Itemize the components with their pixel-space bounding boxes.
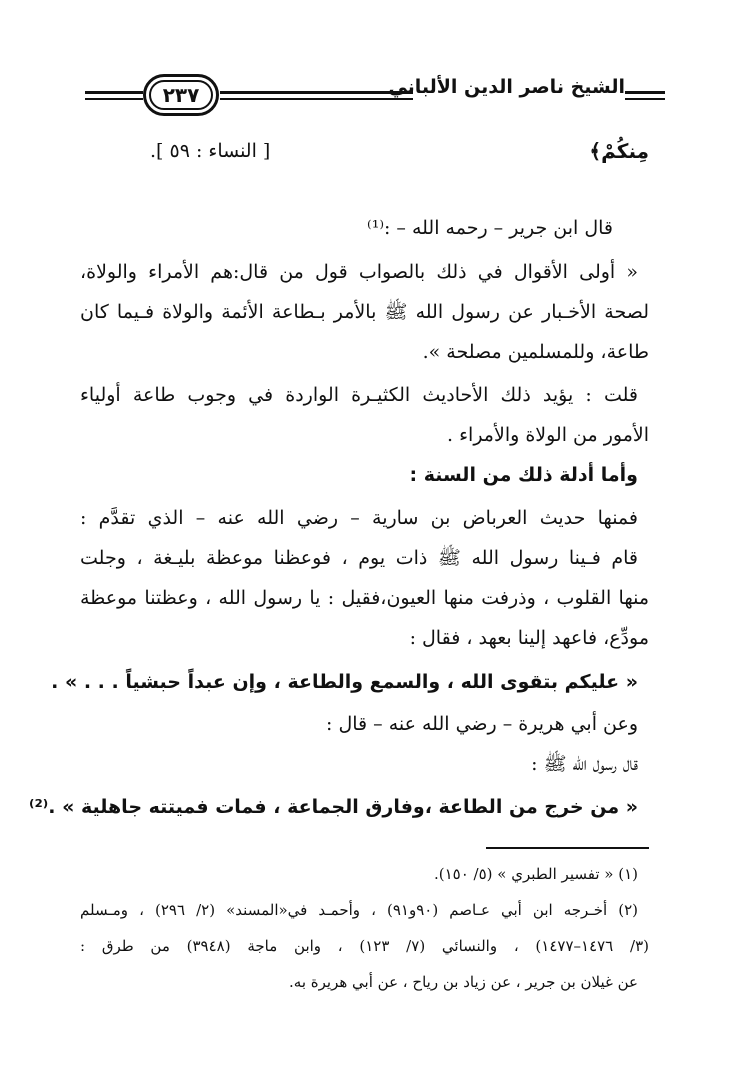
header-rule: [220, 91, 413, 94]
page-number-badge: [143, 74, 219, 116]
footnote: (١) « تفسير الطبري » (٥/ ١٥٠).: [433, 865, 638, 883]
footnote: عن غيلان بن جرير ، عن زياد بن رياح ، عن أبي هريرة به.: [289, 973, 638, 991]
body-line: « أولى الأقوال في ذلك بالصواب قول من قال:هم الأمراء والولاة،: [80, 261, 638, 283]
body-line: فمنها حديث العرباض بن سارية – رضي الله عنه – الذي تقدَّم :: [80, 507, 638, 529]
section-heading: وأما أدلة ذلك من السنة :: [409, 464, 638, 486]
header-rule: [85, 98, 143, 100]
hadith-quote: « من خرج من الطاعة ،وفارق الجماعة ، فمات فميتته جاهلية » .⁽²⁾: [28, 796, 638, 818]
header-rule: [625, 98, 665, 100]
page-header: [85, 70, 665, 126]
header-rule: [625, 91, 665, 94]
quran-citation: [ النساء : ٥٩ ].: [150, 140, 271, 162]
header-rule: [85, 91, 143, 94]
body-line: قال رسول الله ﷺ :: [531, 753, 638, 775]
body-line: وعن أبي هريرة – رضي الله عنه – قال :: [326, 713, 638, 735]
body-line: الأمور من الولاة والأمراء .: [447, 424, 649, 446]
hadith-quote: « عليكم بتقوى الله ، والسمع والطاعة ، وإن عبداً حبشياً . . . » .: [51, 671, 638, 693]
running-title: الشيخ ناصر الدين الألباني: [388, 76, 625, 98]
body-line: طاعة، وللمسلمين مصلحة ».: [422, 341, 649, 363]
footnote-separator: [486, 847, 649, 849]
footnote: (٣/ ١٤٧٦–١٤٧٧) ، والنسائي (٧/ ١٢٣) ، وابن ماجة (٣٩٤٨) من طرق :: [80, 937, 649, 955]
quran-word: مِنكُمْ﴾: [589, 139, 649, 163]
footnote: (٢) أخـرجه ابن أبي عـاصم (٩٠و٩١) ، وأحمـد في«المسند» (٢/ ٢٩٦) ، ومـسلم: [80, 901, 639, 919]
header-rule: [220, 98, 413, 100]
page-number: ٢٣٧: [149, 80, 213, 110]
body-line: لصحة الأخـبار عن رسول الله ﷺ بالأمر بـطاعة الأئمة والولاة فـيما كان: [80, 301, 649, 323]
body-line: منها القلوب ، وذرفت منها العيون،فقيل : يا رسول الله ، وعظتنا موعظة: [80, 587, 649, 609]
body-line: قلت : يؤيد ذلك الأحاديث الكثيـرة الواردة في وجوب طاعة أولياء: [80, 384, 638, 406]
body-line: مودِّع، فاعهد إلينا بعهد ، فقال :: [409, 627, 649, 649]
body-line: قام فـينا رسول الله ﷺ ذات يوم ، فوعظنا موعظة بليـغة ، وجلت: [80, 547, 638, 569]
body-line: قال ابن جرير – رحمه الله – :⁽¹⁾: [367, 217, 613, 239]
